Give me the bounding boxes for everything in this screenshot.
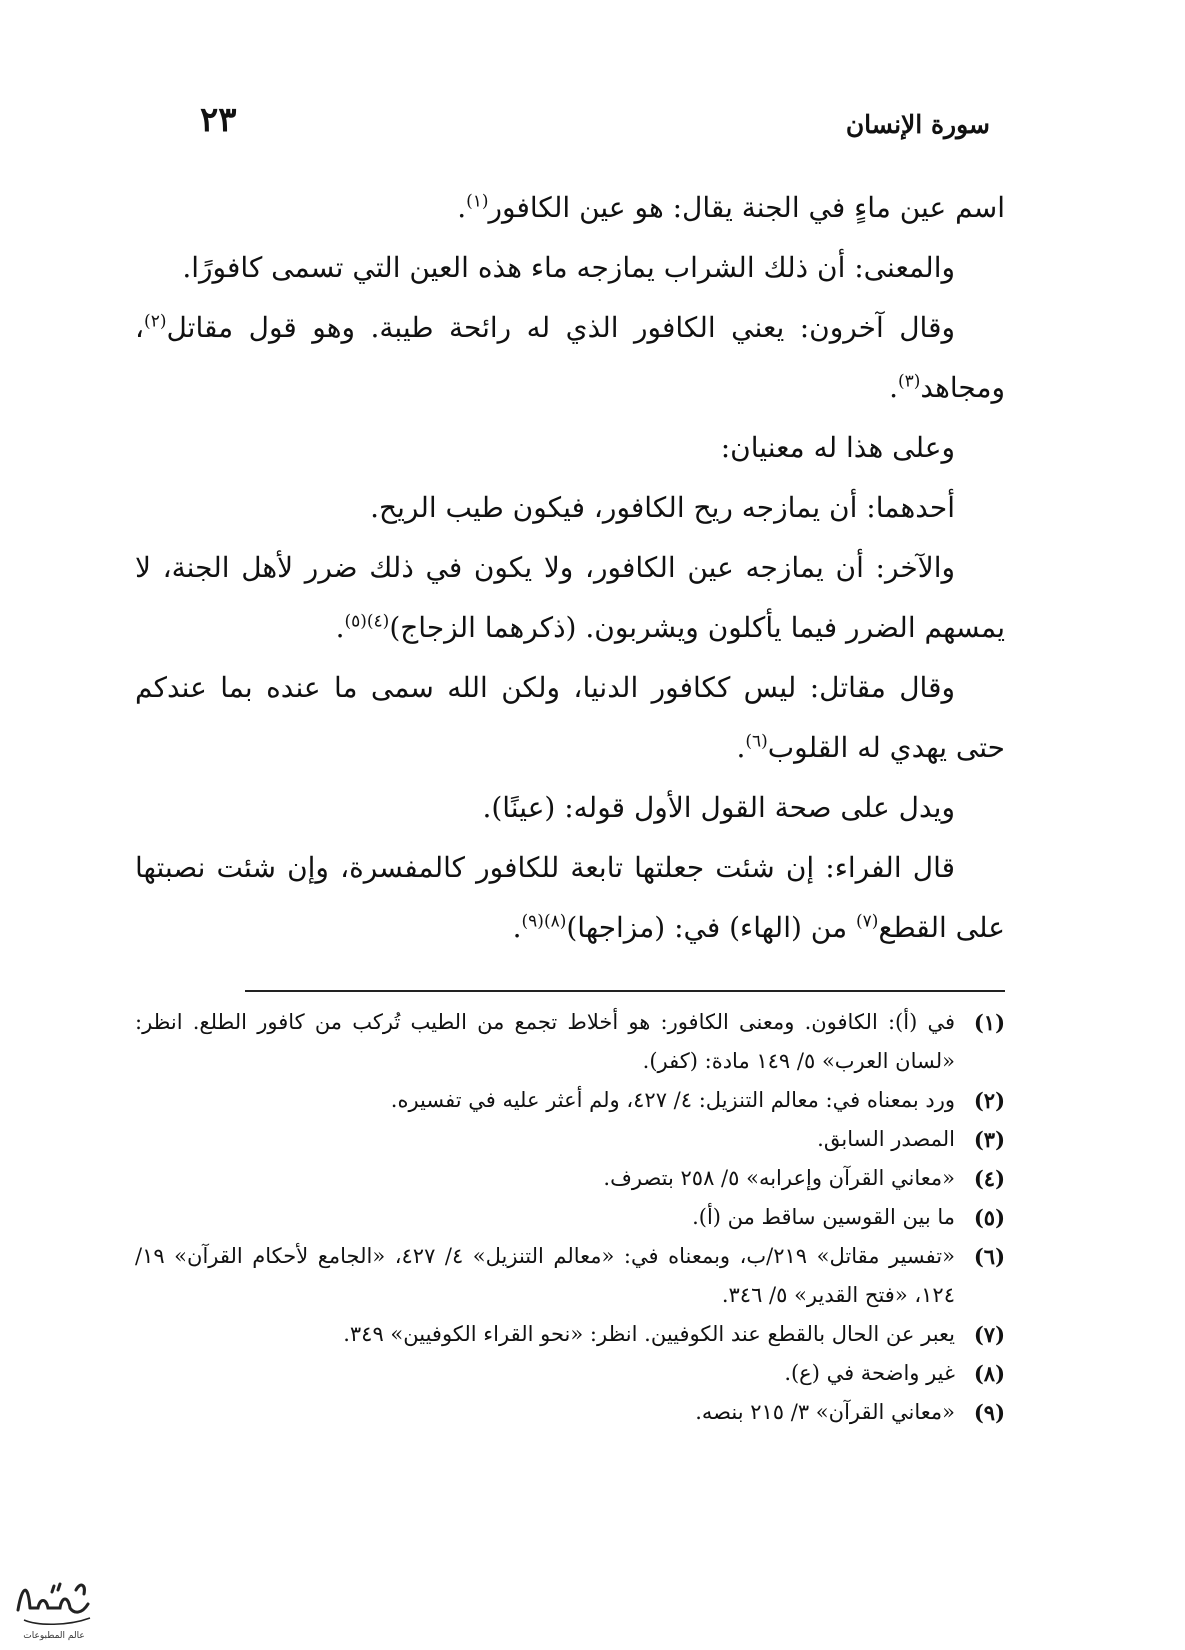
footnote-text: المصدر السابق.	[817, 1127, 955, 1151]
surah-title: سورة الإنسان	[845, 110, 990, 139]
page-number: ٢٣	[200, 100, 237, 140]
footnote-ref[interactable]: (٢)	[144, 311, 167, 332]
footnote-ref[interactable]: (٦)	[745, 731, 768, 752]
footnote-ref[interactable]: (٤)	[366, 611, 390, 632]
footnote-divider	[245, 990, 1005, 992]
main-text	[135, 178, 1005, 958]
footnote-number: (٥)	[973, 1205, 1005, 1230]
logo-subtext: عالم المطبوعات	[23, 1631, 85, 1641]
footnote-item	[135, 1393, 1005, 1432]
footnote-number: (٢)	[973, 1088, 1005, 1113]
footnote-ref[interactable]: (٩)	[521, 911, 544, 932]
publisher-logo	[8, 1568, 98, 1646]
paragraph-6: والآخر: أن يمازجه عين الكافور، ولا يكون في ذلك ضرر لأهل الجنة، لا يمسهم الضرر فيما يأكلون ويشربون. (ذكرهما الزجاج)$^{(٤)(٥)}$.	[135, 551, 1005, 644]
footnote-item	[135, 1081, 1005, 1120]
paragraph-5: أحدهما: أن يمازجه ريح الكافور، فيكون طيب الريح.	[370, 491, 955, 524]
footnote-text: غير واضحة في (ع).	[784, 1361, 955, 1385]
footnote-item	[135, 1315, 1005, 1354]
paragraph-2: والمعنى: أن ذلك الشراب يمازجه ماء هذه العين التي تسمى كافورًا.	[182, 251, 955, 284]
footnote-ref[interactable]: (٥)	[344, 611, 367, 632]
footnote-ref[interactable]: (٣)	[897, 371, 921, 392]
paragraph-9: قال الفراء: إن شئت جعلتها تابعة للكافور كالمفسرة، وإن شئت نصبتها على القطع$^{(٧)}$ من (الهاء) في: (مزاجها)$^{(٨)(٩)}$.	[135, 851, 1005, 944]
footnote-text: يعبر عن الحال بالقطع عند الكوفيين. انظر: «نحو القراء الكوفيين» ٣٤٩.	[343, 1322, 955, 1346]
footnote-item	[135, 1354, 1005, 1393]
footnote-item	[135, 1120, 1005, 1159]
footnote-ref[interactable]: (١)	[466, 191, 489, 212]
footnote-ref[interactable]: (٧)	[856, 911, 879, 932]
footnote-text: «تفسير مقاتل» ٢١٩/ب، وبمعناه في: «معالم التنزيل» ٤/ ٤٢٧، «الجامع لأحكام القرآن» ١٩/ ١٢٤، «فتح القدير» ٥/ ٣٤٦.	[135, 1244, 955, 1307]
footnote-ref[interactable]: (٨)	[543, 911, 567, 932]
footnote-item	[135, 1237, 1005, 1315]
paragraph-1: اسم عين ماءٍ في الجنة يقال: هو عين الكافور$^{(١)}$.	[457, 191, 1005, 224]
footnote-number: (٤)	[973, 1166, 1005, 1191]
footnote-item	[135, 1159, 1005, 1198]
paragraph-7: وقال مقاتل: ليس ككافور الدنيا، ولكن الله سمى ما عنده بما عندكم حتى يهدي له القلوب$^{(٦)}$.	[135, 671, 1005, 764]
footnote-text: «معاني القرآن وإعرابه» ٥/ ٢٥٨ بتصرف.	[603, 1166, 955, 1190]
footnote-item	[135, 1003, 1005, 1081]
footnote-text: «معاني القرآن» ٣/ ٢١٥ بنصه.	[695, 1400, 955, 1424]
paragraph-3: وقال آخرون: يعني الكافور الذي له رائحة طيبة. وهو قول مقاتل$^{(٢)}$، ومجاهد$^{(٣)}$.	[135, 311, 1005, 404]
footnotes	[135, 1003, 1005, 1432]
footnote-number: (٦)	[973, 1244, 1005, 1269]
footnote-number: (٣)	[973, 1127, 1005, 1152]
footnote-number: (٨)	[973, 1361, 1005, 1386]
footnote-item	[135, 1198, 1005, 1237]
footnote-text: ما بين القوسين ساقط من (أ).	[692, 1205, 955, 1229]
paragraph-4: وعلى هذا له معنيان:	[720, 431, 955, 464]
paragraph-8: ويدل على صحة القول الأول قوله: (عينًا).	[482, 791, 955, 824]
footnote-text: في (أ): الكافون. ومعنى الكافور: هو أخلاط تجمع من الطيب تُركب من كافور الطلع. انظر: «لسان العرب» ٥/ ١٤٩ مادة: (كفر).	[135, 1010, 955, 1073]
footnote-number: (٩)	[973, 1400, 1005, 1425]
footnote-number: (٧)	[973, 1322, 1005, 1347]
footnote-text: ورد بمعناه في: معالم التنزيل: ٤/ ٤٢٧، ولم أعثر عليه في تفسيره.	[390, 1088, 955, 1112]
footnote-number: (١)	[973, 1010, 1005, 1035]
